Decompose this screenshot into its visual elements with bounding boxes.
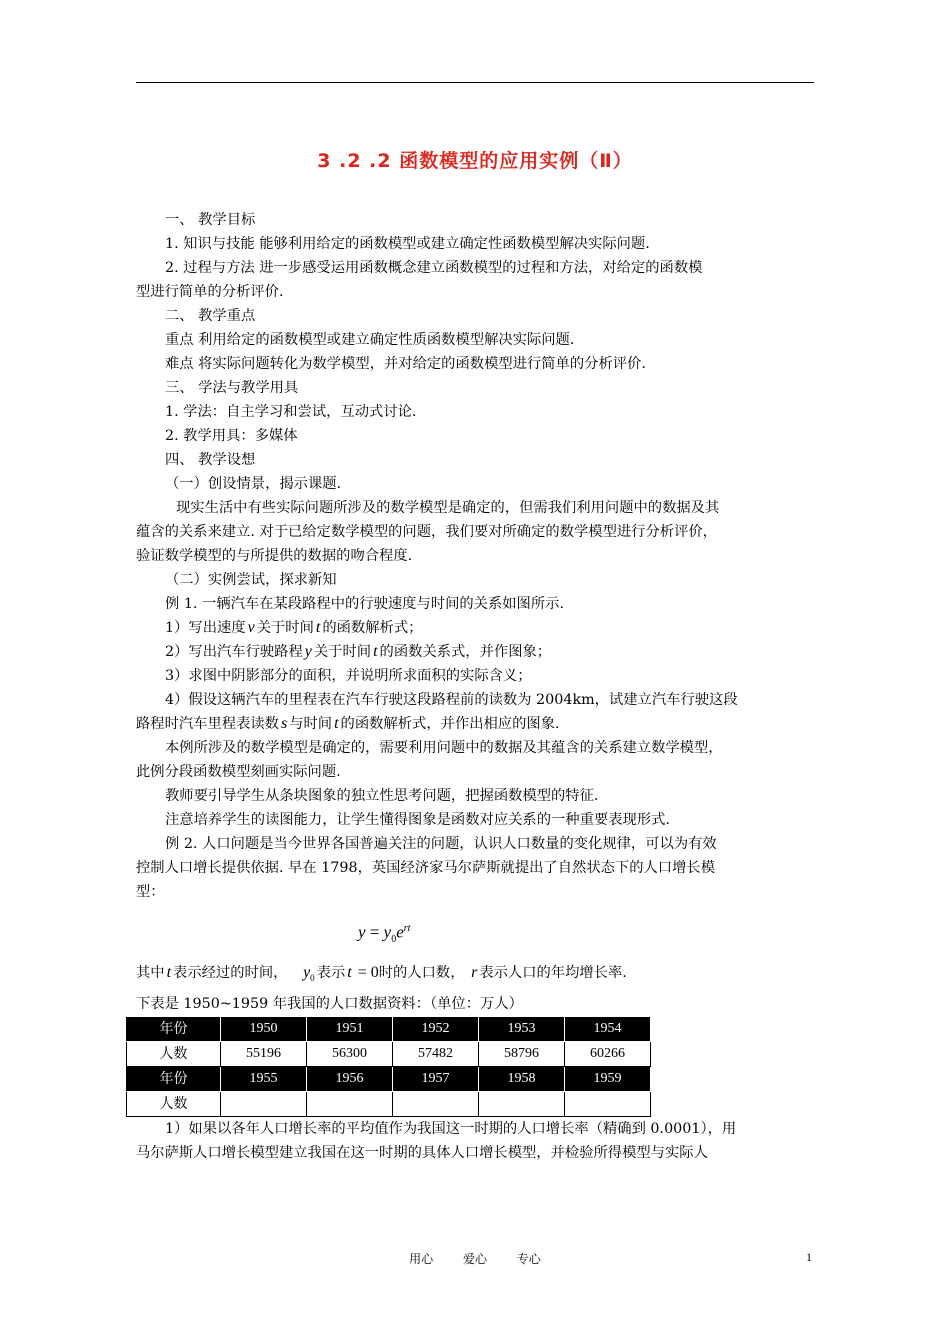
table-cell: 1952 — [393, 1017, 479, 1042]
table-cell: 57482 — [393, 1042, 479, 1067]
table-cell: 1955 — [221, 1067, 307, 1092]
table-row — [127, 1042, 651, 1067]
variable-definition — [136, 954, 816, 992]
paragraph: 本例所涉及的数学模型是确定的，需要利用问题中的数据及其蕴含的关系建立数学模型， — [165, 740, 723, 756]
page-number: 1 — [806, 1250, 812, 1264]
document-body — [136, 208, 816, 1165]
paragraph: 现实生活中有些实际问题所涉及的数学模型是确定的，但需我们利用问题中的数据及其 — [176, 500, 720, 516]
question-2 — [136, 640, 816, 664]
question-1 — [136, 616, 816, 640]
text: 其中 — [136, 965, 165, 981]
table-cell: 1950 — [221, 1017, 307, 1042]
example-2-cont: 控制人口增长提供依据. 早在 1798，英国经济家马尔萨斯就提出了自然状态下的人口增长模 — [136, 860, 715, 876]
var-y: y — [304, 643, 312, 660]
var-r: r — [471, 964, 478, 981]
formula-subscript: 0 — [391, 934, 397, 946]
var-y0 — [301, 964, 317, 984]
text: 表示人口的年均增长率. — [479, 965, 627, 981]
text: 时的人口数， — [378, 965, 465, 981]
text: 的函数关系式，并作图象； — [379, 644, 552, 660]
var-y: y — [303, 964, 311, 981]
subscript: 0 — [310, 973, 315, 984]
question-text: 1）如果以各年人口增长率的平均值作为我国这一时期的人口增长率（精确到 0.0001），用 — [165, 1121, 737, 1137]
paragraph-cont: 蕴含的关系来建立. 对于已给定数学模型的问题，我们要对所确定的数学模型进行分析评价， — [136, 524, 717, 540]
table-cell: 1958 — [479, 1067, 565, 1092]
table-cell: 58796 — [479, 1042, 565, 1067]
methods-line: 2. 教学用具：多媒体 — [165, 428, 298, 444]
text: 的函数解析式； — [322, 620, 423, 636]
table-cell: 1959 — [565, 1067, 651, 1092]
question-3: 3）求图中阴影部分的面积，并说明所求面积的实际含义； — [165, 668, 532, 684]
var-t: t — [166, 964, 172, 981]
paragraph-cont: 验证数学模型的与所提供的数据的吻合程度. — [136, 548, 413, 564]
question-4: 4）假设这辆汽车的里程表在汽车行驶这段路程前的读数为 2004km，试建立汽车行驶这段 — [165, 692, 738, 708]
formula-e: e — [396, 922, 404, 942]
table-caption: 下表是 1950~1959 年我国的人口数据资料：（单位：万人） — [136, 996, 523, 1012]
formula-exponent: rt — [403, 923, 411, 934]
page-footer: 用心 爱心 专心 — [409, 1252, 541, 1266]
var-t: t — [315, 619, 321, 636]
text: 2）写出汽车行驶路程 — [165, 644, 303, 660]
paragraph: 注意培养学生的读图能力，让学生懂得图象是函数对应关系的一种重要表现形式. — [165, 812, 670, 828]
goal-line-cont: 型进行简单的分析评价. — [136, 284, 284, 300]
row-label: 人数 — [127, 1092, 221, 1117]
formula-lhs: y — [358, 922, 366, 942]
table-row — [127, 1092, 651, 1117]
table-cell: 1956 — [307, 1067, 393, 1092]
paragraph: 教师要引导学生从条块图象的独立性思考问题，把握函数模型的特征. — [165, 788, 599, 804]
table-cell — [393, 1092, 479, 1117]
row-label: 人数 — [127, 1042, 221, 1067]
table-cell — [565, 1092, 651, 1117]
question-4-cont — [136, 712, 816, 736]
equals-zero: = 0 — [353, 964, 379, 981]
population-table — [126, 1016, 651, 1117]
subheading: （二）实例尝试，探求新知 — [165, 572, 337, 588]
header-rule — [136, 82, 814, 83]
text: 表示经过的时间， — [173, 965, 288, 981]
page-title: 3 .2 .2 函数模型的应用实例（Ⅱ） — [317, 150, 633, 172]
table-row — [127, 1017, 651, 1042]
section-heading-goals: 一、 教学目标 — [165, 212, 256, 228]
table-cell: 1951 — [307, 1017, 393, 1042]
text: 表示 — [316, 965, 346, 981]
example-1: 例 1. 一辆汽车在某段路程中的行驶速度与时间的关系如图所示. — [165, 596, 564, 612]
table-cell: 60266 — [565, 1042, 651, 1067]
table-cell: 1954 — [565, 1017, 651, 1042]
table-cell: 1953 — [479, 1017, 565, 1042]
var-s: s — [280, 715, 288, 732]
focus-line: 难点 将实际问题转化为数学模型，并对给定的函数模型进行简单的分析评价. — [165, 356, 646, 372]
row-label: 年份 — [127, 1067, 221, 1092]
goal-line: 1. 知识与技能 能够利用给定的函数模型或建立确定性函数模型解决实际问题. — [165, 236, 650, 252]
table-cell — [307, 1092, 393, 1117]
focus-line: 重点 利用给定的函数模型或建立确定性质函数模型解决实际问题. — [165, 332, 575, 348]
formula-y: y — [383, 922, 392, 942]
table-row — [127, 1067, 651, 1092]
example-2-cont: 型： — [136, 884, 165, 900]
var-t: t — [347, 964, 352, 981]
example-2: 例 2. 人口问题是当今世界各国普遍关注的问题，认识人口数量的变化规律，可以为有效 — [165, 836, 717, 852]
text: 路程时汽车里程表读数 — [136, 716, 279, 732]
paragraph-cont: 此例分段函数模型刻画实际问题. — [136, 764, 341, 780]
var-t: t — [334, 715, 339, 732]
row-label: 年份 — [127, 1017, 221, 1042]
var-v: v — [247, 619, 255, 636]
text: 1）写出速度 — [165, 620, 246, 636]
table-cell: 55196 — [221, 1042, 307, 1067]
section-heading-design: 四、 教学设想 — [165, 452, 256, 468]
text: 与时间 — [289, 716, 333, 732]
formula-equals: = — [365, 922, 384, 942]
question-text-cont: 马尔萨斯人口增长模型建立我国在这一时期的具体人口增长模型，并检验所得模型与实际人 — [136, 1145, 708, 1161]
goal-line: 2. 过程与方法 进一步感受运用函数概念建立函数模型的过程和方法，对给定的函数模 — [165, 260, 703, 276]
section-heading-focus: 二、 教学重点 — [165, 308, 256, 324]
var-t: t — [373, 643, 378, 660]
text: 关于时间 — [256, 620, 314, 636]
table-cell: 56300 — [307, 1042, 393, 1067]
text: 的函数解析式，并作出相应的图象. — [340, 716, 560, 732]
section-heading-methods: 三、 学法与教学用具 — [165, 380, 299, 396]
subheading: （一）创设情景，揭示课题. — [165, 476, 342, 492]
text: 关于时间 — [313, 644, 372, 660]
table-cell — [479, 1092, 565, 1117]
malthus-formula — [136, 904, 816, 954]
table-cell: 1957 — [393, 1067, 479, 1092]
methods-line: 1. 学法：自主学习和尝试，互动式讨论. — [165, 404, 417, 420]
table-cell — [221, 1092, 307, 1117]
